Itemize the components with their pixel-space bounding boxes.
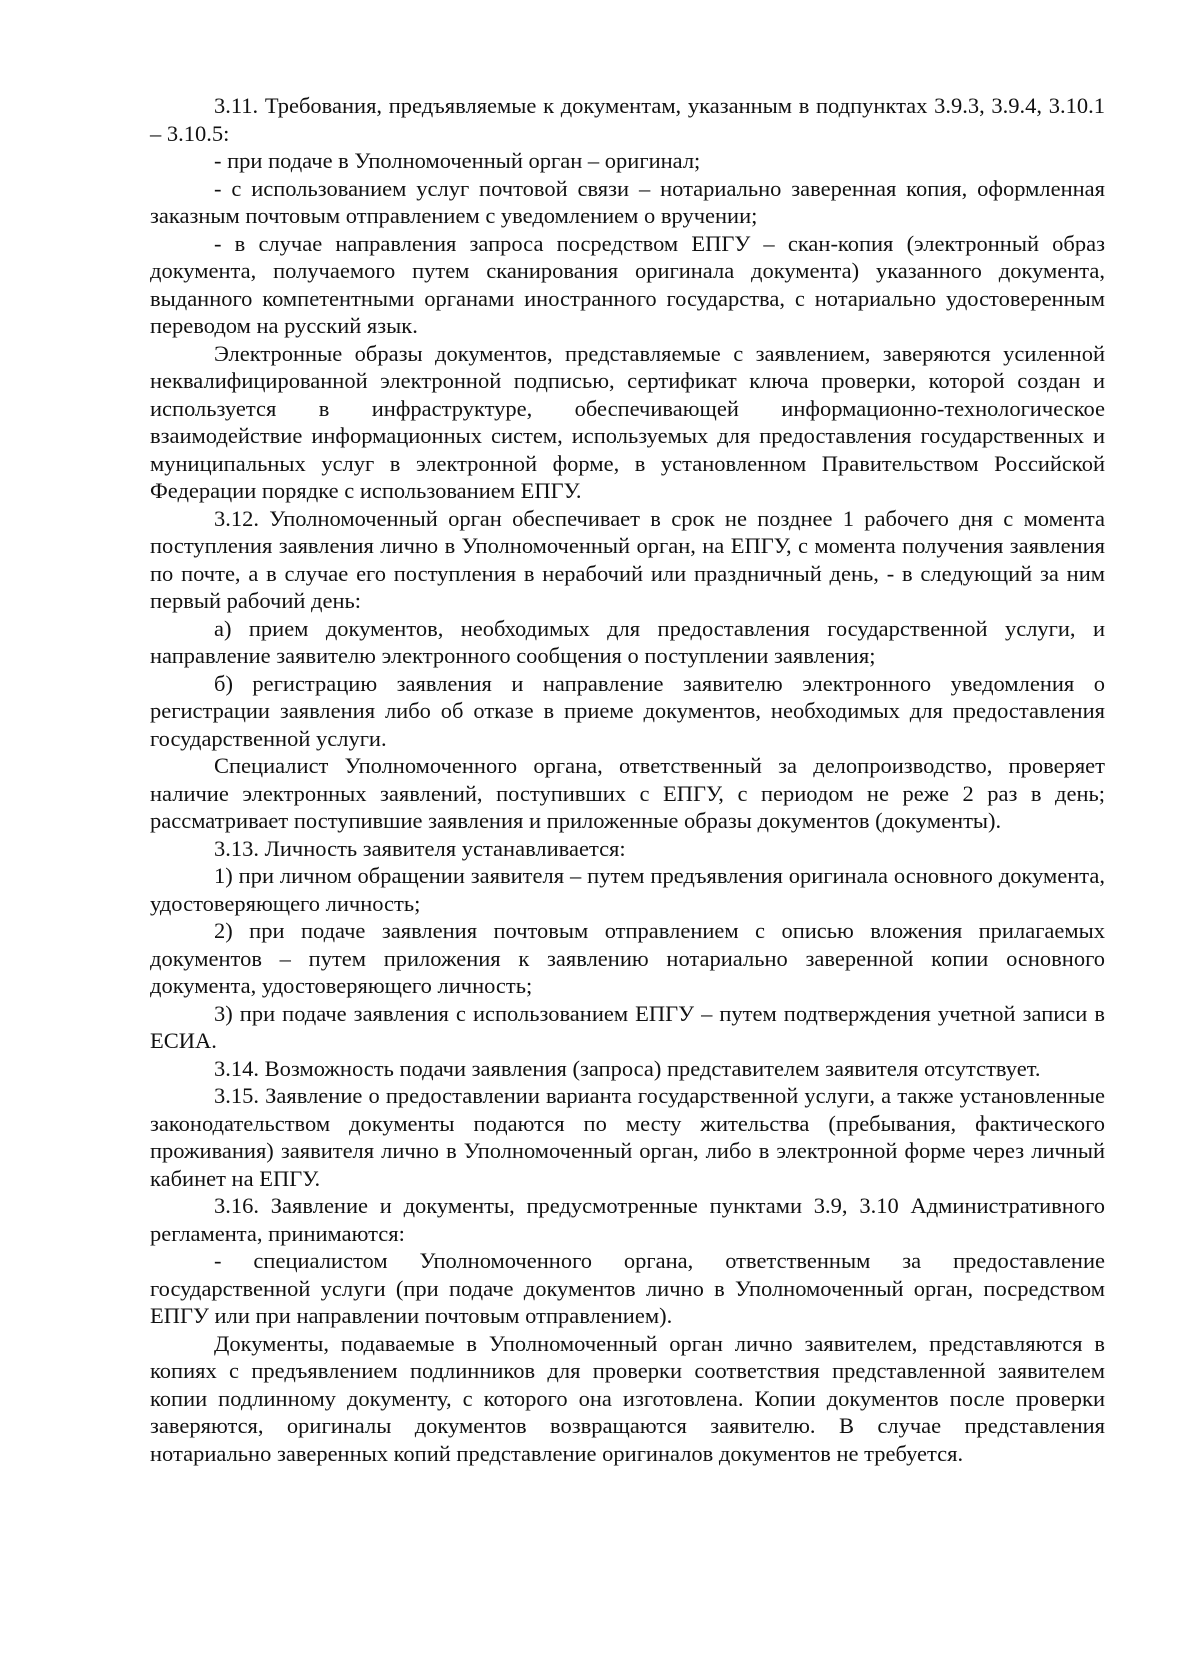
paragraph-specialist: Специалист Уполномоченного органа, ответственный за делопроизводство, проверяет наличие электронных заявлений, поступивших с ЕПГУ, с периодом не реже 2 раз в день; рассматривает поступившие заявления и приложенные образы документов (документы). (150, 753, 1105, 833)
paragraph-electronic-signature: Электронные образы документов, представляемые с заявлением, заверяются усиленной неквалифицированной электронной подписью, сертификат ключа проверки, которой создан и используется в инфраструктуре, обеспечивающей информационно-технологическое взаимодействие информационных систем, используемых для предоставления государственных и муниципальных услуг в электронной форме, в установленном Правительством Российской Федерации порядке с использованием ЕПГУ. (150, 340, 1105, 503)
list-item-2: 2) при подаче заявления почтовым отправлением с описью вложения прилагаемых документов – путем приложения к заявлению нотариально заверенной копии основного документа, удостоверяющего личность; (150, 918, 1105, 998)
list-item-specialist: - специалистом Уполномоченного органа, ответственным за предоставление государственной услуги (при подаче документов лично в Уполномоченный орган, посредством ЕПГУ или при направлении почтовым отправлением). (150, 1248, 1105, 1328)
paragraph-3-11: 3.11. Требования, предъявляемые к документам, указанным в подпунктах 3.9.3, 3.9.4, 3.10.1 – 3.10.5: (150, 93, 1105, 146)
document-page (150, 92, 1105, 1467)
list-item-original: - при подаче в Уполномоченный орган – оригинал; (214, 148, 701, 173)
list-item-a: а) прием документов, необходимых для предоставления государственной услуги, и направление заявителю электронного сообщения о поступлении заявления; (150, 615, 1105, 668)
paragraph-3-12: 3.12. Уполномоченный орган обеспечивает в срок не позднее 1 рабочего дня с момента поступления заявления лично в Уполномоченный орган, на ЕПГУ, с момента получения заявления по почте, а в случае его поступления в нерабочий или праздничный день, - в следующий за ним первый рабочий день: (150, 505, 1105, 613)
paragraph-3-14: 3.14. Возможность подачи заявления (запроса) представителем заявителя отсутствует. (214, 1055, 1041, 1081)
paragraph-3-13: 3.13. Личность заявителя устанавливается: (214, 835, 626, 861)
list-item-epgu-scan: - в случае направления запроса посредством ЕПГУ – скан-копия (электронный образ документа, получаемого путем сканирования оригинала документа) указанного документа, выданного компетентными органами иностранного государства, с нотариально удостоверенным переводом на русский язык. (150, 230, 1105, 338)
paragraph-3-15: 3.15. Заявление о предоставлении варианта государственной услуги, а также установленные законодательством документы подаются по месту жительства (пребывания, фактического проживания) заявителя лично в Уполномоченный орган, либо в электронной форме через личный кабинет на ЕПГУ. (150, 1083, 1105, 1191)
list-item-postal: - с использованием услуг почтовой связи – нотариально заверенная копия, оформленная заказным почтовым отправлением с уведомлением о вручении; (150, 175, 1105, 228)
list-item-1: 1) при личном обращении заявителя – путем предъявления оригинала основного документа, удостоверяющего личность; (150, 863, 1105, 916)
paragraph-documents-copies: Документы, подаваемые в Уполномоченный орган лично заявителем, представляются в копиях с предъявлением подлинников для проверки соответствия представленной заявителем копии подлинному документу, с которого она изготовлена. Копии документов после проверки заверяются, оригиналы документов возвращаются заявителю. В случае представления нотариально заверенных копий представление оригиналов документов не требуется. (150, 1330, 1105, 1466)
list-item-b: б) регистрацию заявления и направление заявителю электронного уведомления о регистрации заявления либо об отказе в приеме документов, необходимых для предоставления государственной услуги. (150, 670, 1105, 751)
list-item-3: 3) при подаче заявления с использованием ЕПГУ – путем подтверждения учетной записи в ЕСИА. (150, 1000, 1105, 1053)
paragraph-3-16: 3.16. Заявление и документы, предусмотренные пунктами 3.9, 3.10 Административного регламента, принимаются: (150, 1193, 1105, 1246)
